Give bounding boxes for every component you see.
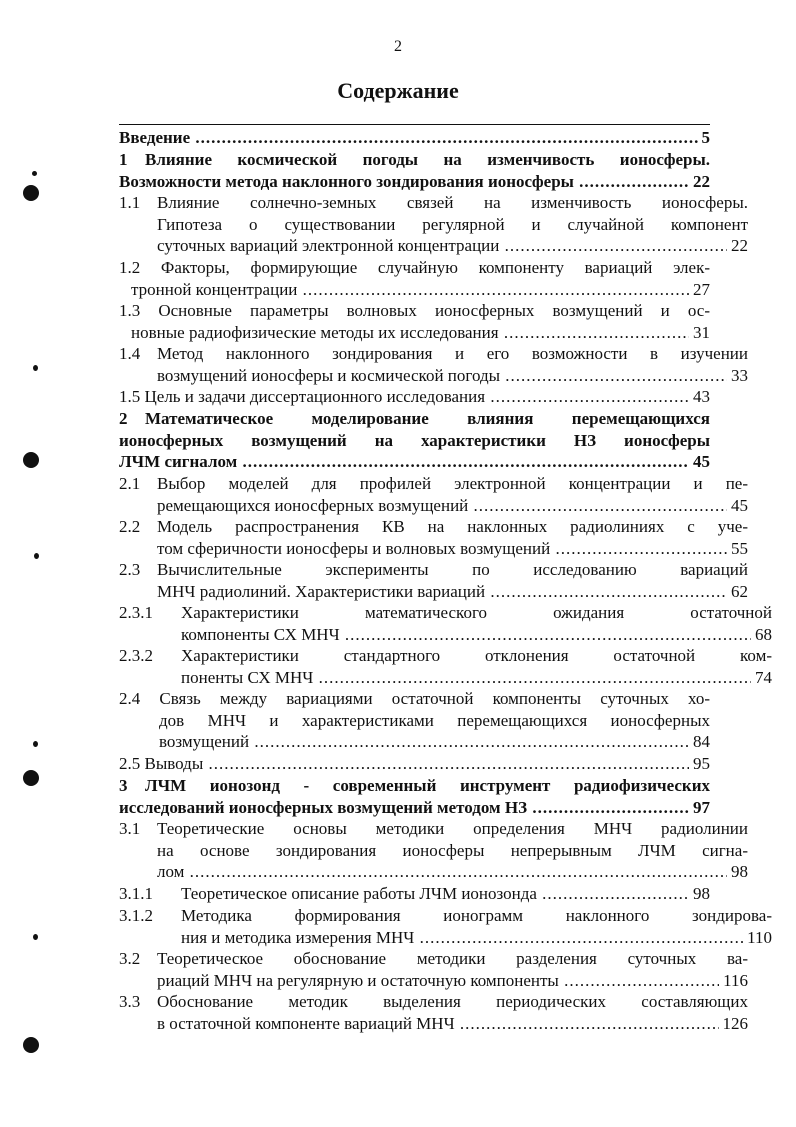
entry-number: 1.1 — [119, 193, 141, 212]
entry-number: 2.3.1 — [119, 603, 153, 622]
entry-page: 116 — [719, 970, 748, 992]
toc-entry — [119, 192, 748, 257]
entry-number: 3.1 — [119, 819, 141, 838]
entry-page: 33 — [727, 365, 748, 387]
binder-hole — [33, 741, 38, 747]
toc-entry — [119, 386, 710, 408]
entry-title-line: Характеристики математического ожидания остаточной — [181, 603, 772, 622]
entry-title-line: Теоретическое обоснование методики разделения суточных ва- — [157, 949, 748, 968]
toc-entry — [119, 775, 710, 818]
entry-page: 43 — [689, 386, 710, 408]
entry-number: 2.4 — [119, 689, 141, 708]
entry-title-line: ЛЧМ ионозонд - современный инструмент радиофизических — [145, 776, 710, 795]
entry-number: 2 — [119, 409, 128, 428]
entry-title: Возможности метода наклонного зондирования ионосферы — [119, 171, 574, 191]
entry-title: риаций МНЧ на регулярную и остаточную компоненты — [157, 970, 559, 990]
entry-number: 1.4 — [119, 344, 141, 363]
entry-title-line: Метод наклонного зондирования и его возможности в изучении — [157, 344, 748, 363]
entry-title-line: Гипотеза о существовании регулярной и случайной компонент — [157, 214, 748, 234]
entry-page: 84 — [689, 731, 710, 753]
entry-number: 2.2 — [119, 517, 141, 536]
entry-title: Выводы — [144, 754, 204, 773]
entry-number: 3.1.1 — [119, 884, 153, 903]
entry-title-line: Влияние солнечно-земных связей на изменчивость ионосферы. — [157, 193, 748, 212]
entry-title-line: Теоретические основы методики определения МНЧ радиолинии — [157, 819, 748, 838]
entry-title: возмущений ионосферы и космической погоды — [157, 365, 501, 385]
toc-entry — [119, 559, 748, 602]
toc-entry — [119, 602, 772, 645]
entry-title: в остаточной компоненте вариаций МНЧ — [157, 1013, 455, 1033]
entry-number: 2.3 — [119, 560, 141, 579]
entry-title: ния и методика измерения МНЧ — [181, 927, 415, 947]
entry-title-line: Выбор моделей для профилей электронной концентрации и пе- — [157, 474, 748, 493]
entry-page: 45 — [727, 495, 748, 517]
toc-entry — [119, 127, 710, 149]
entry-title: том сферичности ионосферы и волновых возмущений — [157, 538, 551, 558]
entry-title-line: Основные параметры волновых ионосферных возмущений и ос- — [158, 301, 711, 320]
entry-number: 2.1 — [119, 474, 141, 493]
binder-hole — [33, 365, 38, 371]
entry-page: 22 — [689, 171, 710, 193]
entry-page: 95 — [689, 753, 710, 775]
entry-page: 55 — [727, 538, 748, 560]
toc-entry — [119, 408, 710, 473]
entry-title: исследований ионосферных возмущений методом НЗ — [119, 797, 528, 817]
binder-hole — [33, 934, 38, 940]
entry-title-line: дов МНЧ и характеристиками перемещающихся ионосферных — [159, 710, 710, 730]
binder-hole — [23, 452, 39, 468]
entry-page: 5 — [698, 127, 711, 149]
entry-number: 3.2 — [119, 949, 141, 968]
entry-title-line: Методика формирования ионограмм наклонного зондирова- — [181, 906, 772, 925]
entry-number: 3.3 — [119, 992, 141, 1011]
entry-page: 68 — [751, 624, 772, 646]
entry-title-line: на основе зондирования ионосферы непрерывным ЛЧМ сигна- — [157, 840, 748, 860]
entry-title: ЛЧМ сигналом — [119, 452, 238, 472]
entry-number: 1 — [119, 150, 128, 169]
toc-entry — [119, 149, 710, 192]
binder-hole — [23, 770, 39, 786]
entry-title-line: Влияние космической погоды на изменчивость ионосферы. — [145, 150, 710, 169]
entry-title-line: Характеристики стандартного отклонения остаточной ком- — [181, 646, 772, 665]
entry-page: 98 — [689, 883, 710, 905]
entry-number: 2.5 — [119, 754, 141, 773]
entry-page: 110 — [743, 927, 772, 949]
toc-entry — [119, 473, 748, 516]
binder-hole — [23, 1037, 39, 1053]
toc-entry — [119, 948, 748, 991]
binder-hole — [32, 171, 37, 176]
entry-title: лом — [157, 862, 185, 882]
entry-number: 1.5 — [119, 387, 141, 406]
entry-page: 45 — [689, 451, 710, 473]
entry-title: возмущений — [159, 732, 250, 752]
entry-title: поненты СХ МНЧ — [181, 667, 314, 687]
toc-entry — [119, 645, 772, 688]
entry-title-line: Математическое моделирование влияния перемещающихся — [145, 409, 710, 428]
toc-entry — [119, 516, 748, 559]
entry-title: тронной концентрации — [131, 279, 298, 299]
entry-title: компоненты СХ МНЧ — [181, 624, 340, 644]
table-of-contents — [119, 124, 772, 1033]
entry-number: 2.3.2 — [119, 646, 153, 665]
entry-page: 97 — [689, 797, 710, 819]
entry-title-line: Обоснование методик выделения периодических составляющих — [157, 992, 748, 1011]
binder-hole — [34, 553, 39, 559]
page-title: Содержание — [337, 78, 459, 103]
entry-title: суточных вариаций электронной концентрации — [157, 236, 500, 256]
entry-title: Теоретическое описание работы ЛЧМ ионозонда — [181, 884, 537, 903]
entry-title: МНЧ радиолиний. Характеристики вариаций — [157, 581, 486, 601]
toc-entry — [119, 991, 748, 1034]
toc-entry — [119, 688, 710, 753]
entry-title-line: ионосферных возмущений на характеристики НЗ ионосферы — [119, 430, 710, 450]
entry-page: 31 — [689, 322, 710, 344]
entry-page: 98 — [727, 861, 748, 883]
entry-number: 1.3 — [119, 301, 141, 320]
entry-page: 22 — [727, 235, 748, 257]
toc-entry — [119, 818, 748, 883]
entry-title: новные радиофизические методы их исследования — [131, 322, 499, 342]
entry-title-line: Модель распространения КВ на наклонных радиолиниях с уче- — [157, 517, 748, 536]
toc-entry — [119, 905, 772, 948]
entry-page: 27 — [689, 279, 710, 301]
entry-title-line: Связь между вариациями остаточной компоненты суточных хо- — [159, 689, 710, 708]
entry-number: 1.2 — [119, 258, 141, 277]
toc-entry — [119, 257, 710, 300]
entry-title: ремещающихся ионосферных возмущений — [157, 495, 469, 515]
toc-entry — [119, 343, 748, 386]
entry-title-line: Факторы, формирующие случайную компоненту вариаций элек- — [160, 258, 711, 277]
entry-number: 3 — [119, 776, 128, 795]
binder-hole — [23, 185, 39, 201]
page-number: 2 — [394, 38, 402, 55]
toc-entry — [119, 883, 710, 905]
entry-number: 3.1.2 — [119, 906, 153, 925]
entry-title: Цель и задачи диссертационного исследования — [144, 387, 486, 406]
entry-title: Введение — [119, 128, 191, 147]
toc-entry — [119, 753, 710, 775]
entry-title-line: Вычислительные эксперименты по исследованию вариаций — [157, 560, 748, 579]
toc-entry — [119, 300, 710, 343]
entry-page: 62 — [727, 581, 748, 603]
entry-page: 126 — [719, 1013, 749, 1035]
entry-page: 74 — [751, 667, 772, 689]
